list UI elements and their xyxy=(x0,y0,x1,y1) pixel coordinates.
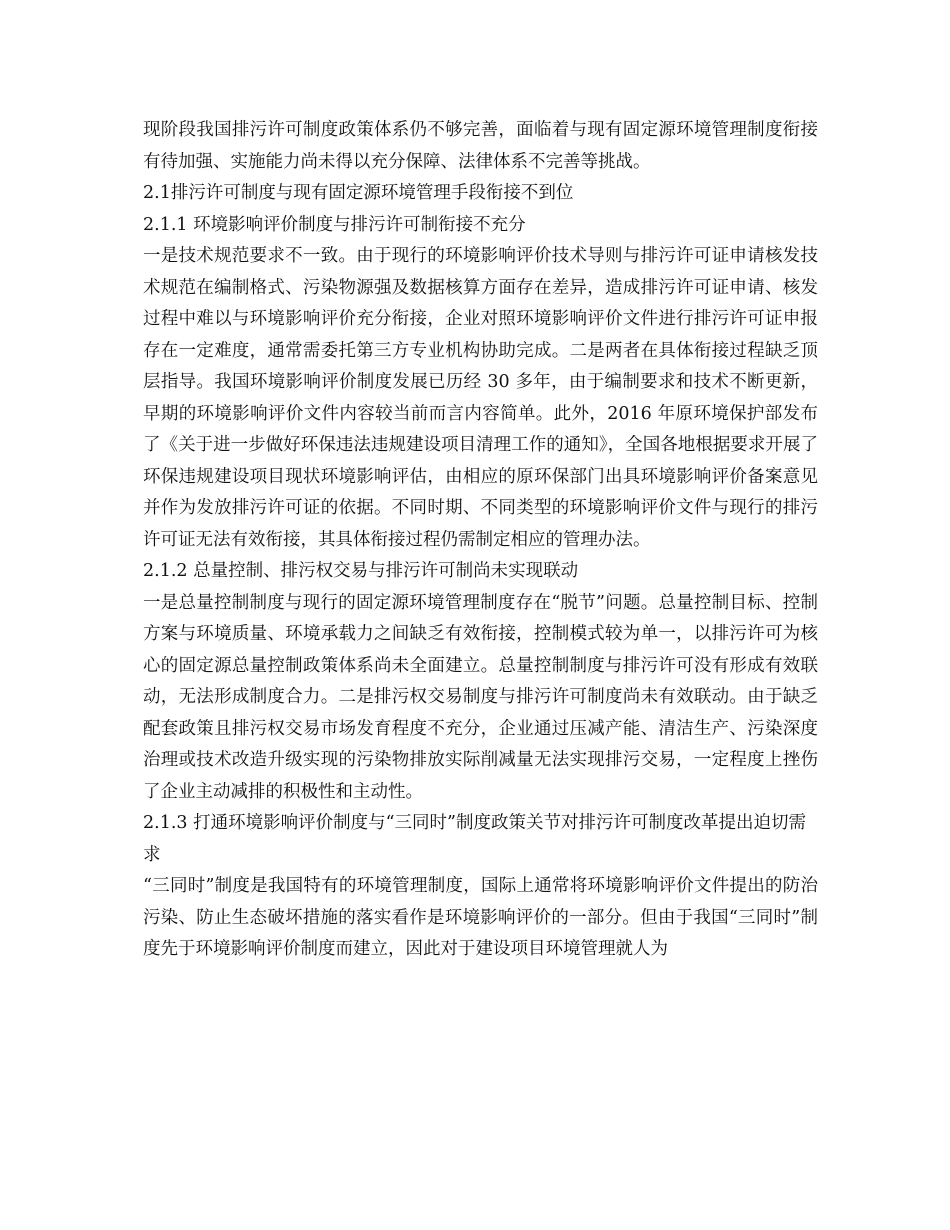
body-paragraph-2-1-2: 一是总量控制制度与现行的固定源环境管理制度存在“脱节”问题。总量控制目标、控制方案与环境质量、环境承载力之间缺乏有效衔接，控制模式较为单一，以排污许可为核心的固定源总量控制政策体系尚未全面建立。总量控制制度与排污许可没有形成有效联动，无法形成制度合力。二是排污权交易制度与排污许可制度尚未有效联动。由于缺乏配套政策且排污权交易市场发育程度不充分，企业通过压减产能、清洁生产、污染深度治理或技术改造升级实现的污染物排放实际削减量无法实现排污交易，一定程度上挫伤了企业主动减排的积极性和主动性。 xyxy=(143,592,818,802)
section-heading-2-1: 2.1排污许可制度与现有固定源环境管理手段衔接不到位 xyxy=(143,183,574,203)
document-body xyxy=(143,115,818,966)
subsection-heading-2-1-2: 2.1.2 总量控制、排污权交易与排污许可制尚未实现联动 xyxy=(143,561,579,581)
body-paragraph-2-1-1: 一是技术规范要求不一致。由于现行的环境影响评价技术导则与排污许可证申请核发技术规范在编制格式、污染物源强及数据核算方面存在差异，造成排污许可证申请、核发过程中难以与环境影响评价充分衔接，企业对照环境影响评价文件进行排污许可证申报存在一定难度，通常需委托第三方专业机构协助完成。二是两者在具体衔接过程缺乏顶层指导。我国环境影响评价制度发展已历经 30 多年，由于编制要求和技术不断更新，早期的环境影响评价文件内容较当前而言内容简单。此外，2016 年原环境保护部发布了《关于进一步做好环保违法违规建设项目清理工作的通知》，全国各地根据要求开展了环保违规建设项目现状环境影响评估，由相应的原环保部门出具环境影响评价备案意见并作为发放排污许可证的依据。不同时期、不同类型的环境影响评价文件与现行的排污许可证无法有效衔接，其具体衔接过程仍需制定相应的管理办法。 xyxy=(143,246,818,550)
subsection-heading-2-1-1: 2.1.1 环境影响评价制度与排污许可制衔接不充分 xyxy=(143,214,526,235)
body-paragraph-2-1-3: “三同时”制度是我国特有的环境管理制度，国际上通常将环境影响评价文件提出的防治污染、防止生态破坏措施的落实看作是环境影响评价的一部分。但由于我国“三同时”制度先于环境影响评价制度而建立，因此对于建设项目环境管理就人为 xyxy=(143,876,818,959)
intro-paragraph: 现阶段我国排污许可制度政策体系仍不够完善，面临着与现有固定源环境管理制度衔接有待加强、实施能力尚未得以充分保障、法律体系不完善等挑战。 xyxy=(143,120,818,172)
subsection-heading-2-1-3: 2.1.3 打通环境影响评价制度与“三同时”制度政策关节对排污许可制度改革提出迫切需求 xyxy=(143,813,806,865)
